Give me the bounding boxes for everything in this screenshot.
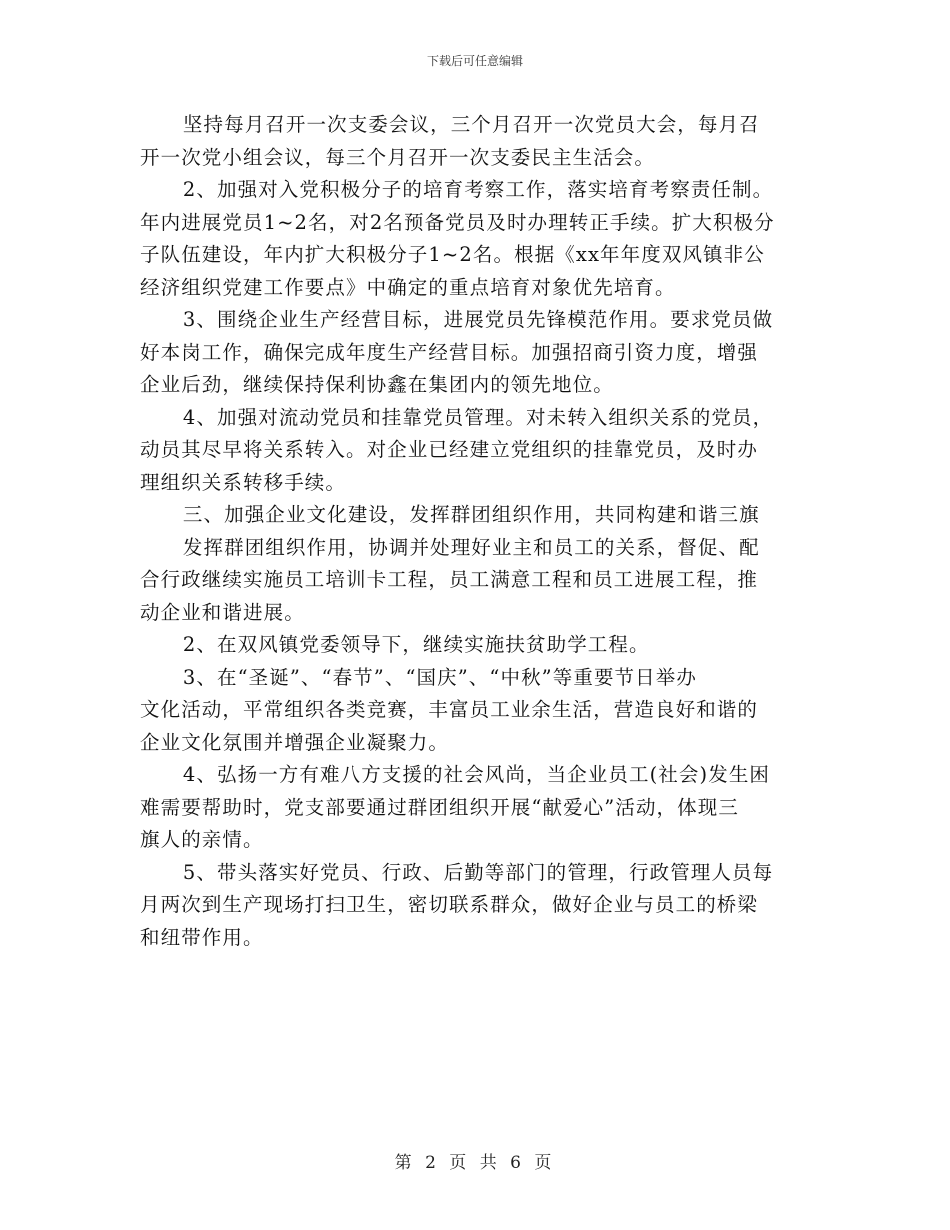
page-number: 第 2 页 共 6 页 (394, 1153, 556, 1173)
paragraph-activist-training: 2、加强对入党积极分子的培育考察工作，落实培育考察责任制。 年内进展党员1~2名，对2名预备党员及时办理转正手续。扩大积极分 子队伍建设，年内扩大积极分子1~2名。根据《xx年年度双风镇非公 经济组织党建工作要点》中确定的重点培育对象优先培育。 (140, 178, 775, 299)
document-body (140, 109, 812, 954)
paragraph-meeting-schedule: 坚持每月召开一次支委会议，三个月召开一次党员大会，每月召 开一次党小组会议，每三个月召开一次支委民主生活会。 (140, 113, 760, 169)
paragraph-mass-organizations: 发挥群团组织作用，协调并处理好业主和员工的关系，督促、配 合行政继续实施员工培训卡工程，员工满意工程和员工进展工程，推 动企业和谐进展。 (140, 535, 760, 624)
section-heading-culture: 三、加强企业文化建设，发挥群团组织作用，共同构建和谐三旗 (182, 503, 760, 526)
paragraph-festival-activities: 3、在“圣诞”、“春节”、“国庆”、“中秋”等重要节日举办 文化活动，平常组织各类竞赛，丰富员工业余生活，营造良好和谐的 企业文化氛围并增强企业凝聚力。 (140, 665, 759, 754)
paragraph-poverty-aid: 2、在双风镇党委领导下，继续实施扶贫助学工程。 (182, 633, 650, 656)
paragraph-department-management: 5、带头落实好党员、行政、后勤等部门的管理，行政管理人员每 月两次到生产现场打扫卫生，密切联系群众，做好企业与员工的桥梁 和纽带作用。 (140, 860, 774, 949)
paragraph-mobile-members: 4、加强对流动党员和挂靠党员管理。对未转入组织关系的党员， 动员其尽早将关系转入。对企业已经建立党组织的挂靠党员，及时办 理组织关系转移手续。 (140, 405, 774, 494)
paragraph-mutual-support: 4、弘扬一方有难八方支援的社会风尚，当企业员工(社会)发生困 难需要帮助时，党支部要通过群团组织开展“献爱心”活动，体现三 旗人的亲情。 (140, 763, 771, 851)
page-header: 下载后可任意编辑 (426, 54, 523, 68)
paragraph-production-goals: 3、围绕企业生产经营目标，进展党员先锋模范作用。要求党员做 好本岗工作，确保完成年度生产经营目标。加强招商引资力度，增强 企业后劲，继续保持保利协鑫在集团内的领先地位。 (140, 308, 774, 396)
